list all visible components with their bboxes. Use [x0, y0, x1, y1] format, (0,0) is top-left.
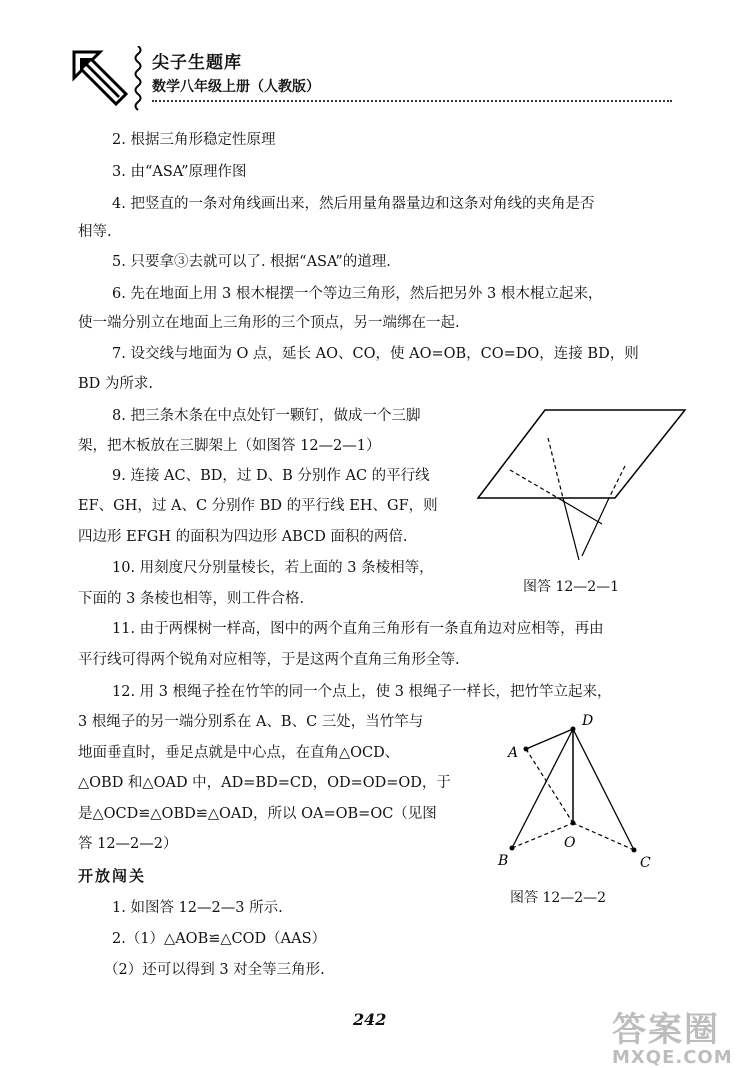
- body-line: 5. 只要拿③去就可以了. 根据“ASA”的道理.: [112, 254, 391, 270]
- header-dotted-rule: [152, 100, 672, 102]
- leg-visible-2: [582, 498, 609, 556]
- series-title: 尖子生题库: [152, 53, 242, 73]
- body-line: 地面垂直时，垂足点就是中心点，在直角△OCD、: [78, 745, 400, 761]
- rope-DA: [526, 729, 573, 749]
- body-line: 11. 由于两棵树一样高，图中的两个直角三角形有一条直角边对应相等，再由: [112, 621, 604, 637]
- section-line: 2.（1）△AOB≌△COD（AAS）: [112, 931, 327, 947]
- wavy-divider-icon: [132, 46, 144, 112]
- leg-visible-3: [563, 498, 579, 560]
- section-title: 开放闯关: [78, 867, 147, 885]
- leg-hidden-2: [609, 466, 625, 498]
- section-line: 1. 如图答 12—2—3 所示.: [112, 900, 283, 916]
- rope-DB: [512, 729, 573, 848]
- watermark: [612, 1002, 733, 1068]
- leg-hidden-1: [510, 470, 558, 498]
- point-C: [632, 848, 637, 853]
- body-line: 架，把木板放在三脚架上（如图答 12—2—1）: [78, 438, 381, 454]
- figure-pole-ropes: [490, 705, 670, 875]
- label-D: D: [582, 713, 594, 729]
- body-line: 7. 设交线与地面为 O 点，延长 AO、CO，使 AO=OB，CO=DO，连接 BD，则: [112, 346, 639, 362]
- body-line: 3. 由“ASA”原理作图: [112, 164, 247, 180]
- body-line: 下面的 3 条棱也相等，则工件合格.: [78, 591, 305, 607]
- body-line: 6. 先在地面上用 3 根木棍摆一个等边三角形，然后把另外 3 根木棍立起来，: [112, 286, 603, 302]
- figure1-caption: 图答 12—2—1: [523, 579, 620, 595]
- body-line: BD 为所求.: [78, 376, 153, 392]
- body-line: 答 12—2—2）: [78, 836, 178, 852]
- watermark-url: MXQE.COM: [612, 1047, 733, 1068]
- body-line: 平行线可得两个锐角对应相等，于是这两个直角三角形全等.: [78, 652, 460, 668]
- body-line: 4. 把竖直的一条对角线画出来，然后用量角器量边和这条对角线的夹角是否: [112, 196, 595, 212]
- label-C: C: [640, 855, 651, 871]
- segment-OA: [526, 749, 573, 823]
- body-line: 四边形 EFGH 的面积为四边形 ABCD 面积的两倍.: [78, 529, 408, 545]
- page-header: [70, 38, 680, 108]
- label-B: B: [498, 853, 509, 869]
- figure-tripod: [470, 398, 690, 573]
- body-line: 使一端分别立在地面上三角形的三个顶点，另一端绑在一起.: [78, 315, 460, 331]
- point-B: [510, 846, 515, 851]
- board-parallelogram: [478, 410, 685, 498]
- page-number: 242: [353, 1010, 387, 1029]
- body-line: 9. 连接 AC、BD，过 D、B 分别作 AC 的平行线: [112, 468, 430, 484]
- point-D: [571, 727, 576, 732]
- body-line: 2. 根据三角形稳定性原理: [112, 132, 276, 148]
- body-line: 是△OCD≌△OBD≌△OAD，所以 OA=OB=OC（见图: [78, 806, 437, 822]
- leg-hidden-3: [548, 438, 563, 498]
- body-line: △OBD 和△OAD 中，AD=BD=CD，OD=OD=OD，于: [78, 775, 451, 791]
- book-title: 数学八年级上册（人教版）: [152, 79, 320, 95]
- body-line: 8. 把三条木条在中点处钉一颗钉，做成一个三脚: [112, 408, 421, 424]
- figure2-caption: 图答 12—2—2: [510, 890, 607, 906]
- arrow-logo-icon: [70, 48, 130, 108]
- body-line: 12. 用 3 根绳子拴在竹竿的同一个点上，使 3 根绳子一样长，把竹竿立起来，: [112, 684, 612, 700]
- body-line: EF、GH，过 A、C 分别作 BD 的平行线 EH、GF，则: [78, 498, 438, 514]
- section-line: （2）还可以得到 3 对全等三角形.: [104, 962, 325, 978]
- body-line: 3 根绳子的另一端分别系在 A、B、C 三处，当竹竿与: [78, 714, 424, 730]
- watermark-brand: 答案圈: [612, 1010, 720, 1050]
- segment-OC: [573, 823, 634, 850]
- label-O: O: [564, 835, 576, 851]
- body-line: 10. 用刻度尺分别量棱长，若上面的 3 条棱相等，: [112, 560, 434, 576]
- point-O: [571, 821, 576, 826]
- rope-DC: [573, 729, 634, 850]
- body-line: 相等.: [78, 224, 112, 240]
- label-A: A: [508, 745, 519, 761]
- point-A: [524, 747, 529, 752]
